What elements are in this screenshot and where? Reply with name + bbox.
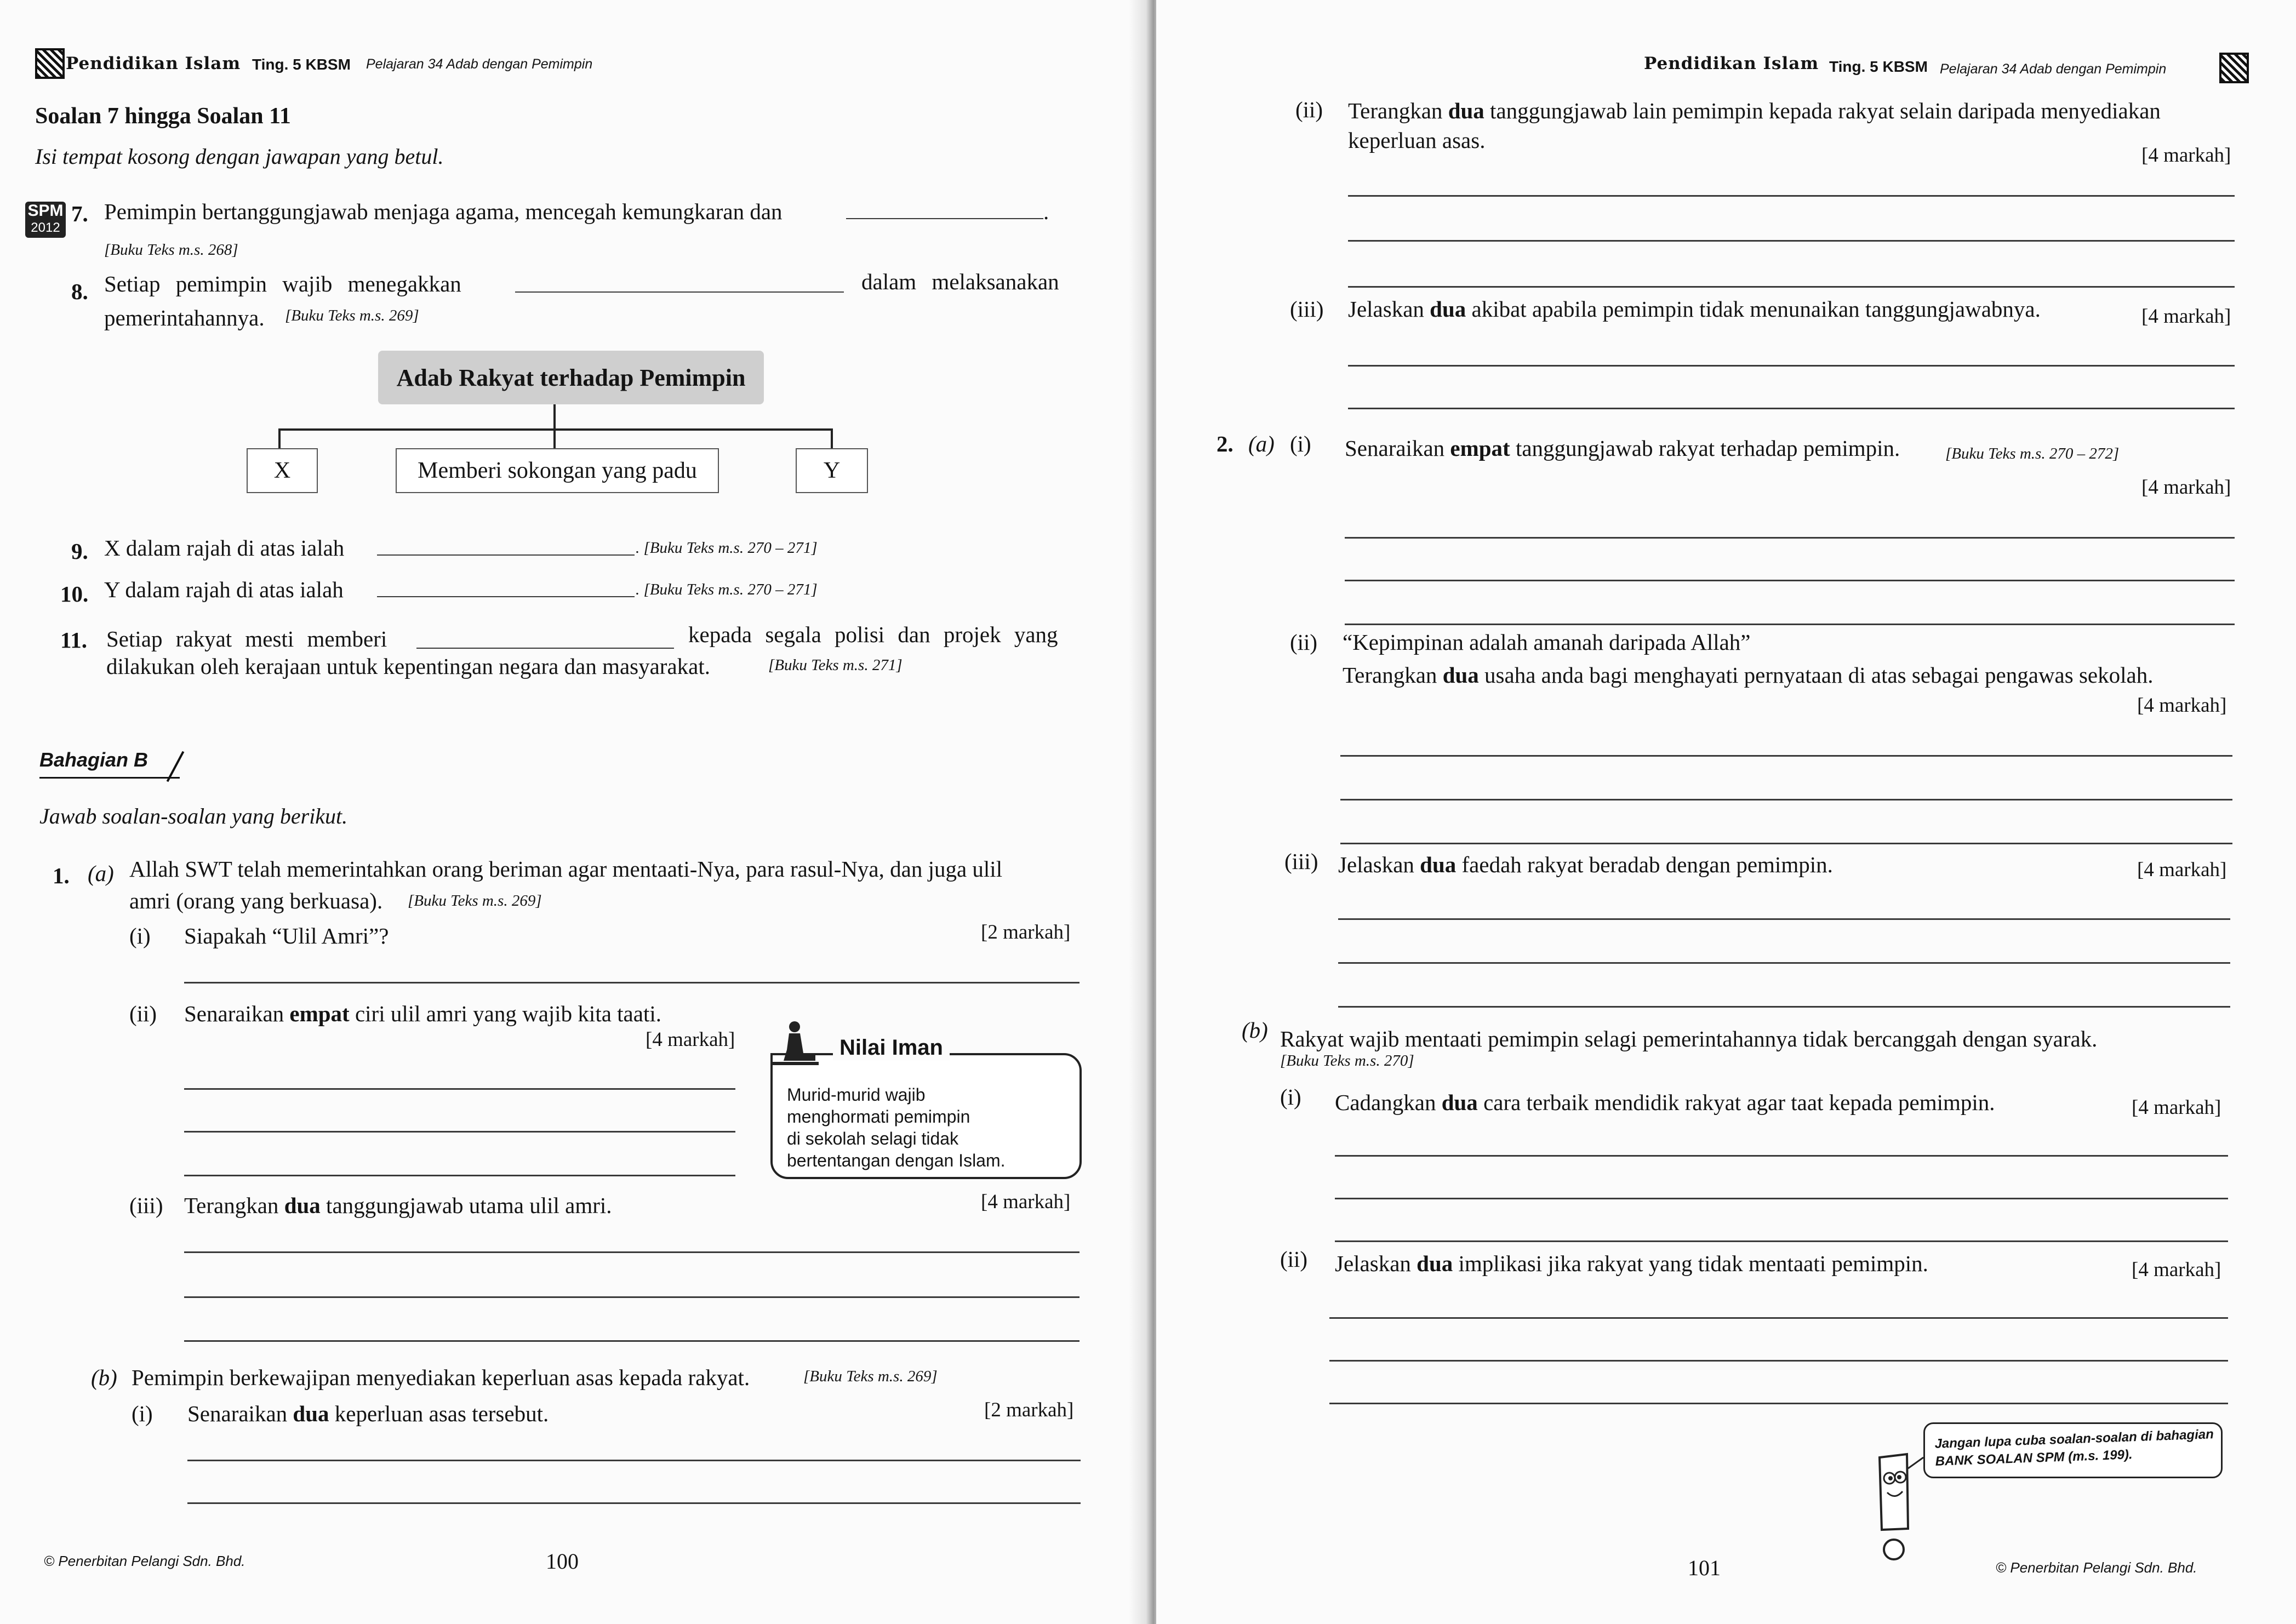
q8-ref: [Buku Teks m.s. 269] <box>285 307 419 324</box>
answer-line <box>187 1502 1081 1504</box>
answer-line <box>187 1460 1081 1461</box>
header-subject: Pendidikan Islam <box>1644 54 1819 73</box>
header-lesson: Pelajaran 34 Adab dengan Pemimpin <box>366 56 593 72</box>
diagram-box-x: X <box>247 448 318 493</box>
q8-text-pre: Setiap pemimpin wajib menegakkan <box>104 271 461 296</box>
header-form: Ting. 5 KBSM <box>1829 58 1928 75</box>
q10-answer-blank <box>377 596 635 597</box>
diagram-connector <box>553 428 556 449</box>
section-title: Soalan 7 hingga Soalan 11 <box>35 104 291 129</box>
right-page-number: 101 <box>1688 1556 1721 1580</box>
b1-a-ref: [Buku Teks m.s. 269] <box>408 892 542 910</box>
q2-i-marks: [4 markah] <box>2141 476 2231 499</box>
reminder-text: Jangan lupa cuba soalan-soalan di bahagian BANK SOALAN SPM (m.s. 199). <box>1934 1427 2214 1469</box>
header-subject: Pendidikan Islam <box>66 54 241 73</box>
answer-line <box>1348 365 2235 367</box>
q9-ref: . [Buku Teks m.s. 270 – 271] <box>636 539 818 557</box>
b1-i-marks: [2 markah] <box>981 921 1071 943</box>
b1-ii-label: (ii) <box>129 1001 157 1026</box>
answer-line <box>1345 580 2235 581</box>
q7-answer-blank <box>846 218 1043 219</box>
b1-b-ref: [Buku Teks m.s. 269] <box>803 1368 938 1385</box>
q1b-ii-label: (ii) <box>1295 97 1323 122</box>
q9-number: 9. <box>71 539 88 564</box>
answer-line <box>1348 240 2235 242</box>
q2-ii-marks: [4 markah] <box>2137 694 2227 717</box>
q2-b-text: Rakyat wajib mentaati pemimpin selagi pemerintahannya tidak bercanggah dengan syarak. <box>1280 1026 2098 1051</box>
q2-iii-text: Jelaskan dua faedah rakyat beradab dengan pemimpin. <box>1338 852 1833 877</box>
answer-line <box>1329 1403 2228 1404</box>
diagram-connector <box>278 428 281 449</box>
answer-line <box>184 982 1080 983</box>
q2-bii-text: Jelaskan dua implikasi jika rakyat yang tidak mentaati pemimpin. <box>1335 1251 1928 1276</box>
q2-iii-label: (iii) <box>1284 849 1318 874</box>
b1-iii-marks: [4 markah] <box>981 1191 1071 1213</box>
spm-badge: SPM 2012 <box>25 202 66 238</box>
diagram-box-middle: Memberi sokongan yang padu <box>396 448 719 493</box>
q2-i-ref: [Buku Teks m.s. 270 – 272] <box>1945 445 2120 462</box>
q8-text-line2: pemerintahannya. <box>104 305 265 330</box>
answer-line <box>184 1088 735 1090</box>
q2-b-ref: [Buku Teks m.s. 270] <box>1280 1052 1414 1070</box>
diagram-box-y: Y <box>796 448 868 493</box>
q2-i-text: Senaraikan empat tanggungjawab rakyat terhadap pemimpin. <box>1345 436 1900 461</box>
praying-person-icon <box>767 1017 822 1072</box>
answer-line <box>1338 918 2230 920</box>
answer-line <box>1340 843 2232 844</box>
answer-line <box>1345 624 2235 625</box>
q2-bi-text: Cadangkan dua cara terbaik mendidik rakyat agar taat kepada pemimpin. <box>1335 1090 1995 1115</box>
right-page <box>1156 0 2296 1624</box>
q10-ref: . [Buku Teks m.s. 270 – 271] <box>636 581 818 598</box>
book-logo-icon <box>35 48 65 79</box>
b1-b-label: (b) <box>91 1365 117 1390</box>
q9-answer-blank <box>377 554 635 556</box>
q8-text-post: dalam melaksanakan <box>861 269 1059 294</box>
nilai-iman-box <box>770 1053 1082 1179</box>
q8-number: 8. <box>71 279 88 304</box>
q11-answer-blank <box>416 648 674 649</box>
b1-i-text: Siapakah “Ulil Amri”? <box>184 923 389 948</box>
answer-line <box>184 1131 735 1133</box>
q7-ref: [Buku Teks m.s. 268] <box>104 241 238 259</box>
q1b-ii-line2: keperluan asas. <box>1348 128 1486 153</box>
q2-bii-label: (ii) <box>1280 1246 1308 1272</box>
answer-line <box>1348 408 2235 409</box>
header-lesson: Pelajaran 34 Adab dengan Pemimpin <box>1940 61 2167 77</box>
nilai-iman-title: Nilai Iman <box>833 1036 950 1060</box>
answer-line <box>1329 1317 2228 1319</box>
q2-bii-marks: [4 markah] <box>2132 1259 2221 1281</box>
b1-b-text: Pemimpin berkewajipan menyediakan keperluan asas kepada rakyat. <box>132 1365 750 1390</box>
q2-ii-quote: “Kepimpinan adalah amanah daripada Allah” <box>1343 630 1751 655</box>
q2-number: 2. <box>1216 431 1233 456</box>
diagram-connector <box>278 428 833 431</box>
section-b-underline <box>39 777 180 779</box>
q2-b-label: (b) <box>1242 1017 1268 1043</box>
section-b-instruction: Jawab soalan-soalan yang berikut. <box>39 804 348 828</box>
q11-text-pre: Setiap rakyat mesti memberi <box>106 626 387 651</box>
answer-line <box>1340 755 2232 757</box>
diagram-connector <box>553 404 556 431</box>
diagram-connector <box>831 428 833 449</box>
mascot-icon <box>1869 1446 1934 1567</box>
q2-i-label: (i) <box>1290 431 1311 456</box>
q8-answer-blank <box>515 291 844 293</box>
b1-number: 1. <box>53 863 70 888</box>
answer-line <box>1335 1198 2228 1199</box>
q1b-ii-text: Terangkan dua tanggungjawab lain pemimpin kepada rakyat selain daripada menyediakan <box>1348 98 2161 123</box>
left-page-number: 100 <box>546 1549 579 1574</box>
left-copyright: © Penerbitan Pelangi Sdn. Bhd. <box>44 1553 245 1569</box>
nilai-iman-text: Murid-murid wajib menghormati pemimpin di sekolah selagi tidak bertentangan dengan Islam. <box>787 1085 1006 1170</box>
q1b-iii-label: (iii) <box>1290 296 1324 322</box>
q2-ii-label: (ii) <box>1290 630 1318 655</box>
b1-a-text1: Allah SWT telah memerintahkan orang beriman agar mentaati-Nya, para rasul-Nya, dan juga ulil <box>129 856 1003 882</box>
q2-bi-label: (i) <box>1280 1084 1301 1110</box>
q2-iii-marks: [4 markah] <box>2137 859 2227 881</box>
book-logo-icon <box>2219 53 2249 83</box>
b1-i-label: (i) <box>129 923 151 948</box>
q10-number: 10. <box>60 581 89 607</box>
q11-number: 11. <box>60 627 87 653</box>
b1-ii-text: Senaraikan empat ciri ulil amri yang wajib kita taati. <box>184 1001 661 1026</box>
b1-a-label: (a) <box>88 861 114 886</box>
diagram-title: Adab Rakyat terhadap Pemimpin <box>396 364 746 391</box>
answer-line <box>184 1175 735 1176</box>
q2-bi-marks: [4 markah] <box>2132 1096 2221 1119</box>
b1-bi-marks: [2 markah] <box>984 1399 1074 1421</box>
b1-bi-label: (i) <box>132 1401 153 1426</box>
q1b-ii-marks: [4 markah] <box>2141 144 2231 167</box>
answer-line <box>184 1296 1080 1298</box>
q11-ref: [Buku Teks m.s. 271] <box>768 656 903 674</box>
answer-line <box>1335 1155 2228 1157</box>
answer-line <box>1335 1240 2228 1242</box>
answer-line <box>1340 799 2232 800</box>
q7-end-punct: . <box>1043 199 1049 224</box>
q2-a-label: (a) <box>1248 431 1275 456</box>
q2-ii-text: Terangkan dua usaha anda bagi menghayati pernyataan di atas sebagai pengawas sekolah. <box>1343 662 2154 688</box>
answer-line <box>1329 1360 2228 1362</box>
b1-ii-marks: [4 markah] <box>646 1028 735 1051</box>
answer-line <box>1348 286 2235 288</box>
q11-text-post: kepada segala polisi dan projek yang <box>688 622 1058 647</box>
q7-text: Pemimpin bertanggungjawab menjaga agama, mencegah kemungkaran dan <box>104 199 783 224</box>
q11-text-line2: dilakukan oleh kerajaan untuk kepentingan negara dan masyarakat. <box>106 654 710 679</box>
b1-iii-text: Terangkan dua tanggungjawab utama ulil amri. <box>184 1193 612 1218</box>
answer-line <box>184 1251 1080 1253</box>
right-copyright: © Penerbitan Pelangi Sdn. Bhd. <box>1996 1559 2197 1576</box>
q7-number: 7. <box>71 201 88 226</box>
b1-iii-label: (iii) <box>129 1193 163 1218</box>
b1-bi-text: Senaraikan dua keperluan asas tersebut. <box>187 1401 549 1426</box>
q1b-iii-marks: [4 markah] <box>2141 305 2231 328</box>
reminder-bubble <box>1923 1422 2223 1478</box>
b1-a-text2: amri (orang yang berkuasa). <box>129 888 383 913</box>
left-page <box>0 0 1140 1624</box>
answer-line <box>1345 537 2235 539</box>
answer-line <box>1338 1006 2230 1008</box>
answer-line <box>1338 962 2230 964</box>
answer-line <box>184 1340 1080 1342</box>
q9-text: X dalam rajah di atas ialah <box>104 535 345 561</box>
section-instruction: Isi tempat kosong dengan jawapan yang betul. <box>35 144 444 169</box>
q1b-iii-text: Jelaskan dua akibat apabila pemimpin tidak menunaikan tanggungjawabnya. <box>1348 296 2041 322</box>
diagram-title-box <box>378 351 764 404</box>
q10-text: Y dalam rajah di atas ialah <box>104 577 344 602</box>
answer-line <box>1348 195 2235 197</box>
section-b-label: Bahagian B <box>39 748 149 771</box>
header-form: Ting. 5 KBSM <box>252 56 351 73</box>
